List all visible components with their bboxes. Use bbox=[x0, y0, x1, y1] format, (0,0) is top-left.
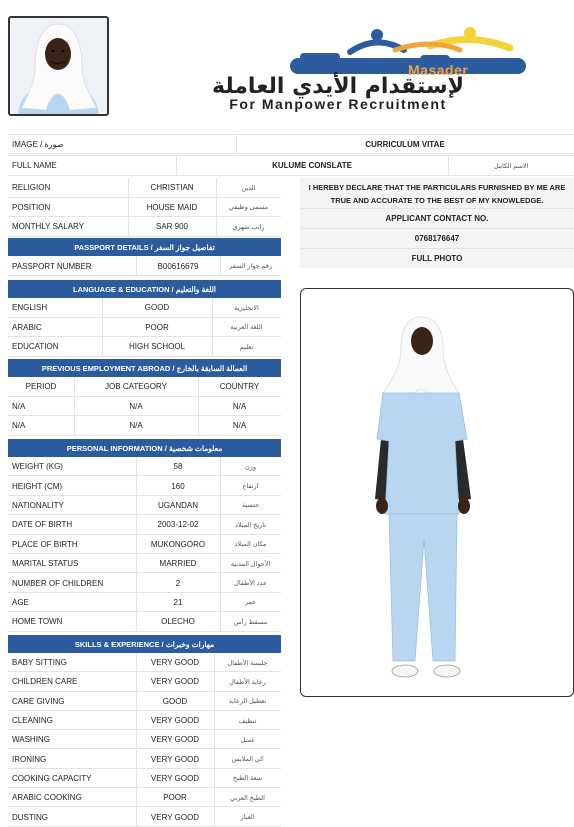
basic-label: RELIGION bbox=[12, 183, 51, 193]
skill-value: VERY GOOD bbox=[150, 812, 200, 822]
personal-ar: عدد الأطفال bbox=[234, 580, 267, 588]
employment-cell: N/A bbox=[232, 421, 247, 431]
skill-label: IRONING bbox=[12, 754, 47, 764]
personal-ar: جنسية bbox=[241, 502, 260, 510]
language-value: GOOD bbox=[144, 303, 170, 313]
personal-label: HOME TOWN bbox=[12, 617, 63, 627]
skill-ar: جليسة الأطفال bbox=[227, 659, 268, 667]
personal-value: 160 bbox=[171, 481, 185, 491]
employment-cell: N/A bbox=[232, 401, 247, 411]
portrait-illustration bbox=[10, 18, 107, 114]
personal-label: PLACE OF BIRTH bbox=[12, 539, 78, 549]
personal-label: NATIONALITY bbox=[12, 500, 64, 510]
logo-arabic-tagline: لإستقدام الأيدي العاملة bbox=[211, 74, 464, 99]
personal-ar: مكان الميلاد bbox=[234, 541, 267, 549]
personal-label: WEIGHT (KG) bbox=[12, 462, 63, 472]
declaration-line-1: I HEREBY DECLARE THAT THE PARTICULARS FURNISHED BY ME ARE bbox=[308, 182, 566, 192]
full-name-label: FULL NAME bbox=[12, 161, 57, 170]
personal-ar: وزن bbox=[244, 463, 257, 471]
skill-label: CHILDREN CARE bbox=[12, 677, 78, 687]
masader-logo bbox=[140, 22, 540, 114]
personal-value: 21 bbox=[173, 597, 183, 607]
skill-ar: الغبار bbox=[240, 814, 255, 822]
language-label: EDUCATION bbox=[12, 342, 59, 352]
logo-english-tagline: For Manpower Recruitment bbox=[229, 96, 447, 112]
basic-label: POSITION bbox=[12, 202, 51, 212]
basic-ar: الدين bbox=[241, 184, 256, 192]
skill-label: WASHING bbox=[12, 735, 50, 745]
skill-ar: الطبخ العربي bbox=[230, 794, 265, 802]
language-label: ENGLISH bbox=[12, 303, 48, 313]
full-name-value: KULUME CONSLATE bbox=[272, 161, 352, 170]
skill-value: VERY GOOD bbox=[150, 735, 200, 745]
personal-value: MUKONGORO bbox=[150, 539, 206, 549]
image-label: IMAGE / صورة bbox=[12, 139, 64, 149]
language-label: ARABIC bbox=[12, 322, 42, 332]
personal-value: OLECHO bbox=[161, 617, 195, 627]
skill-value: VERY GOOD bbox=[150, 658, 200, 668]
skill-ar: تنظيف bbox=[238, 717, 257, 725]
skill-value: VERY GOOD bbox=[150, 677, 200, 687]
skill-ar: تعطيل الرعاية bbox=[228, 698, 267, 706]
passport-ar: رقم جواز السفر bbox=[229, 263, 272, 270]
basic-value: CHRISTIAN bbox=[150, 183, 194, 193]
language-ar: الانجليزية bbox=[234, 304, 259, 312]
passport-label: PASSPORT NUMBER bbox=[12, 261, 92, 271]
skills-section-title: SKILLS & EXPERIENCE / مهارات وخبرات bbox=[8, 635, 281, 653]
language-value: HIGH SCHOOL bbox=[128, 342, 185, 352]
skill-value: VERY GOOD bbox=[150, 773, 200, 783]
personal-ar: تاريخ الميلاد bbox=[234, 521, 267, 529]
basic-label: MONTHLY SALARY bbox=[12, 222, 85, 232]
skill-label: COOKING CAPACITY bbox=[12, 773, 92, 783]
employment-cell: N/A bbox=[129, 421, 143, 431]
skill-value: VERY GOOD bbox=[150, 754, 200, 764]
employment-header-cell: JOB CATEGORY bbox=[105, 382, 167, 392]
contact-value: 0768176647 bbox=[414, 234, 460, 243]
declaration-box bbox=[300, 178, 574, 268]
full-name-ar: الاسم الكامل bbox=[493, 162, 529, 170]
logo-latin-name: Masader bbox=[408, 62, 469, 78]
employment-header-cell: PERIOD bbox=[25, 382, 57, 392]
passport-value: B00616679 bbox=[157, 261, 199, 271]
language-ar: تعليم bbox=[239, 343, 254, 351]
personal-value: UGANDAN bbox=[157, 500, 198, 510]
skill-value: GOOD bbox=[162, 696, 188, 706]
personal-value: 2 bbox=[175, 578, 181, 588]
employment-header-cell: COUNTRY bbox=[219, 382, 260, 392]
personal-ar: عمر bbox=[244, 599, 257, 607]
language-section-title: LANGUAGE & EDUCATION / اللغة والتعليم bbox=[8, 280, 281, 298]
passport-section-title: PASSPORT DETAILS / تفاصيل جواز السفر bbox=[8, 238, 281, 256]
personal-label: DATE OF BIRTH bbox=[12, 520, 73, 530]
basic-value: SAR 900 bbox=[155, 222, 189, 232]
personal-label: AGE bbox=[12, 597, 29, 607]
employment-cell: N/A bbox=[129, 401, 143, 411]
skill-label: CARE GIVING bbox=[12, 696, 65, 706]
personal-ar: الأحوال المدنية bbox=[230, 560, 271, 568]
skill-label: CLEANING bbox=[12, 716, 53, 726]
skill-ar: كي الملابس bbox=[231, 756, 264, 764]
skill-ar: غسل bbox=[240, 736, 255, 744]
personal-value: 2003-12-02 bbox=[157, 520, 199, 530]
personal-value: MARRIED bbox=[159, 559, 197, 569]
full-photo-label: FULL PHOTO bbox=[411, 254, 463, 263]
full-body-illustration bbox=[301, 289, 572, 695]
personal-section-title: PERSONAL INFORMATION / معلومات شخصية bbox=[8, 439, 281, 457]
personal-value: 58 bbox=[173, 462, 183, 472]
skill-label: ARABIC COOKING bbox=[12, 793, 82, 803]
skill-ar: رعاية الأطفال bbox=[229, 678, 266, 686]
employment-cell: N/A bbox=[12, 401, 26, 411]
employment-section-title: PREVIOUS EMPLOYMENT ABROAD / العمالة السابقة بالخارج bbox=[8, 359, 281, 377]
employment-cell: N/A bbox=[12, 421, 26, 431]
language-value: POOR bbox=[145, 322, 169, 332]
personal-label: NUMBER OF CHILDREN bbox=[12, 578, 104, 588]
basic-ar: راتب شهري bbox=[232, 223, 265, 231]
skill-ar: سعة الطبخ bbox=[232, 775, 263, 783]
basic-value: HOUSE MAID bbox=[146, 202, 198, 212]
applicant-portrait-photo bbox=[8, 16, 109, 116]
cv-title: CURRICULUM VITAE bbox=[365, 139, 445, 149]
personal-label: HEIGHT (CM) bbox=[12, 481, 63, 491]
basic-ar: مسمى وظيفي bbox=[228, 204, 269, 212]
applicant-full-photo bbox=[300, 288, 574, 697]
declaration-line-2: TRUE AND ACCURATE TO THE BEST OF MY KNOWLEDGE. bbox=[330, 195, 544, 205]
skill-label: BABY SITTING bbox=[12, 658, 67, 668]
personal-ar: ارتفاع bbox=[242, 483, 259, 491]
skill-value: VERY GOOD bbox=[150, 716, 200, 726]
skill-label: DUSTING bbox=[12, 812, 48, 822]
language-ar: اللغة العربية bbox=[230, 324, 263, 332]
skill-value: POOR bbox=[163, 793, 187, 803]
personal-ar: مسقط رأس bbox=[233, 618, 268, 626]
personal-label: MARITAL STATUS bbox=[12, 559, 79, 569]
contact-label: APPLICANT CONTACT NO. bbox=[385, 214, 489, 223]
